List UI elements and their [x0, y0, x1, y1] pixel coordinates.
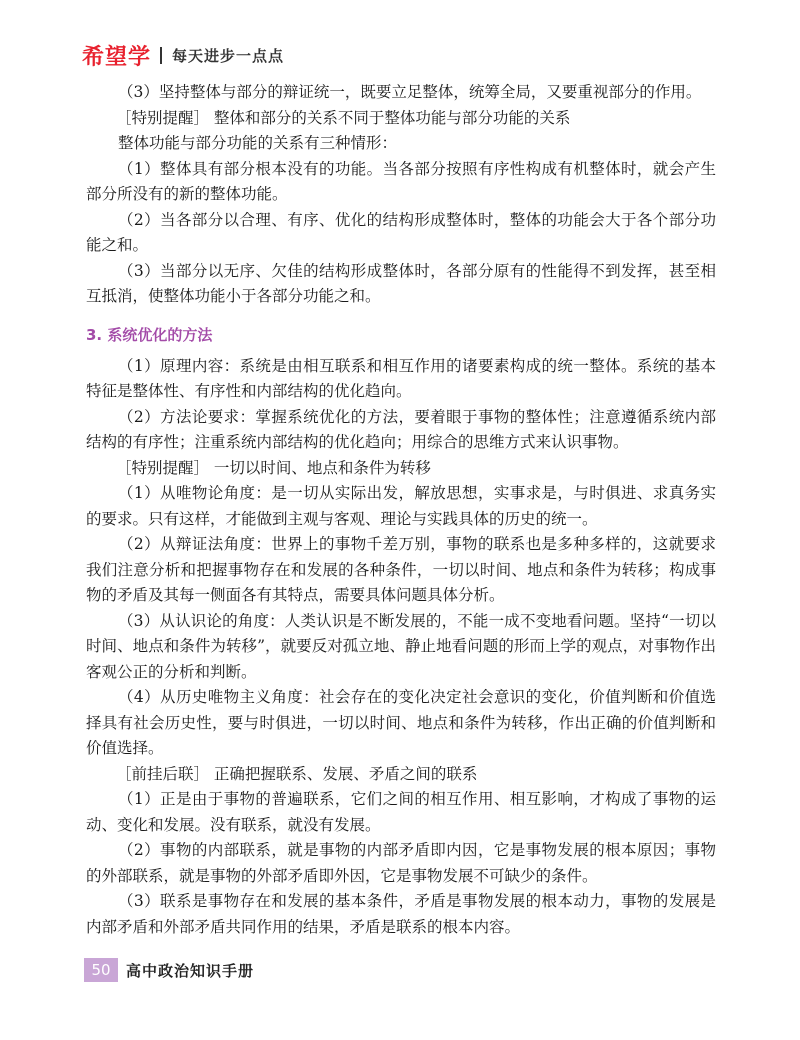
paragraph: （3）联系是事物存在和发展的基本条件，矛盾是事物发展的根本动力，事物的发展是内部矛盾和外部矛盾共同作用的结果，矛盾是联系的根本内容。	[86, 892, 716, 936]
paragraph: （2）事物的内部联系，就是事物的内部矛盾即内因，它是事物发展的根本原因；事物的外部联系，就是事物的外部矛盾即外因，它是事物发展不可缺少的条件。	[86, 841, 716, 885]
section-title: 3. 系统优化的方法	[86, 325, 213, 344]
paragraph: （3）当部分以无序、欠佳的结构形成整体时，各部分原有的性能得不到发挥，甚至相互抵消，使整体功能小于各部分功能之和。	[86, 261, 716, 305]
paragraph: （2）从辩证法角度：世界上的事物千差万别，事物的联系也是多种多样的，这就要求我们注意分析和把握事物存在和发展的各种条件，一切以时间、地点和条件为转移；构成事物的矛盾及其每一侧面各有其特点，需要具体问题具体分析。	[86, 535, 716, 604]
paragraph: （2）当各部分以合理、有序、优化的结构形成整体时，整体的功能会大于各个部分功能之和。	[86, 210, 716, 254]
header-divider	[160, 47, 162, 64]
paragraph: （1）原理内容：系统是由相互联系和相互作用的诸要素构成的统一整体。系统的基本特征是整体性、有序性和内部结构的优化趋向。	[86, 356, 716, 400]
special-note: ［特别提醒］ 整体和部分的关系不同于整体功能与部分功能的关系	[116, 108, 571, 127]
special-note: ［特别提醒］ 一切以时间、地点和条件为转移	[116, 458, 431, 477]
page-number-badge: 50	[84, 958, 118, 982]
page-header	[82, 40, 284, 70]
paragraph: （3）从认识论的角度：人类认识是不断发展的，不能一成不变地看问题。坚持“一切以时间、地点和条件为转移”，就要反对孤立地、静止地看问题的形而上学的观点，对事物作出客观公正的分析和判断。	[86, 611, 716, 681]
paragraph: （1）从唯物论角度：是一切从实际出发，解放思想，实事求是，与时俱进、求真务实的要求。只有这样，才能做到主观与客观、理论与实践具体的历史的统一。	[86, 484, 716, 528]
paragraph: （1）整体具有部分根本没有的功能。当各部分按照有序性构成有机整体时，就会产生部分所没有的新的整体功能。	[86, 159, 716, 203]
paragraph: 整体功能与部分功能的关系有三种情形：	[118, 134, 398, 152]
page-footer	[84, 958, 254, 982]
paragraph: （3）坚持整体与部分的辩证统一，既要立足整体，统筹全局，又要重视部分的作用。	[118, 83, 702, 101]
paragraph: （2）方法论要求：掌握系统优化的方法，要着眼于事物的整体性；注意遵循系统内部结构的有序性；注重系统内部结构的优化趋向；用综合的思维方式来认识事物。	[86, 407, 716, 451]
header-slogan: 每天进步一点点	[172, 46, 285, 65]
link-note: ［前挂后联］ 正确把握联系、发展、矛盾之间的联系	[116, 764, 478, 783]
brand-logo: 希望学	[82, 44, 152, 70]
paragraph: （1）正是由于事物的普遍联系，它们之间的相互作用、相互影响，才构成了事物的运动、变化和发展。没有联系，就没有发展。	[86, 790, 716, 834]
page-content	[86, 80, 716, 940]
paragraph: （4）从历史唯物主义角度：社会存在的变化决定社会意识的变化，价值判断和价值选择具有社会历史性，要与时俱进，一切以时间、地点和条件为转移，作出正确的价值判断和价值选择。	[86, 688, 716, 757]
book-title: 高中政治知识手册	[126, 961, 255, 980]
